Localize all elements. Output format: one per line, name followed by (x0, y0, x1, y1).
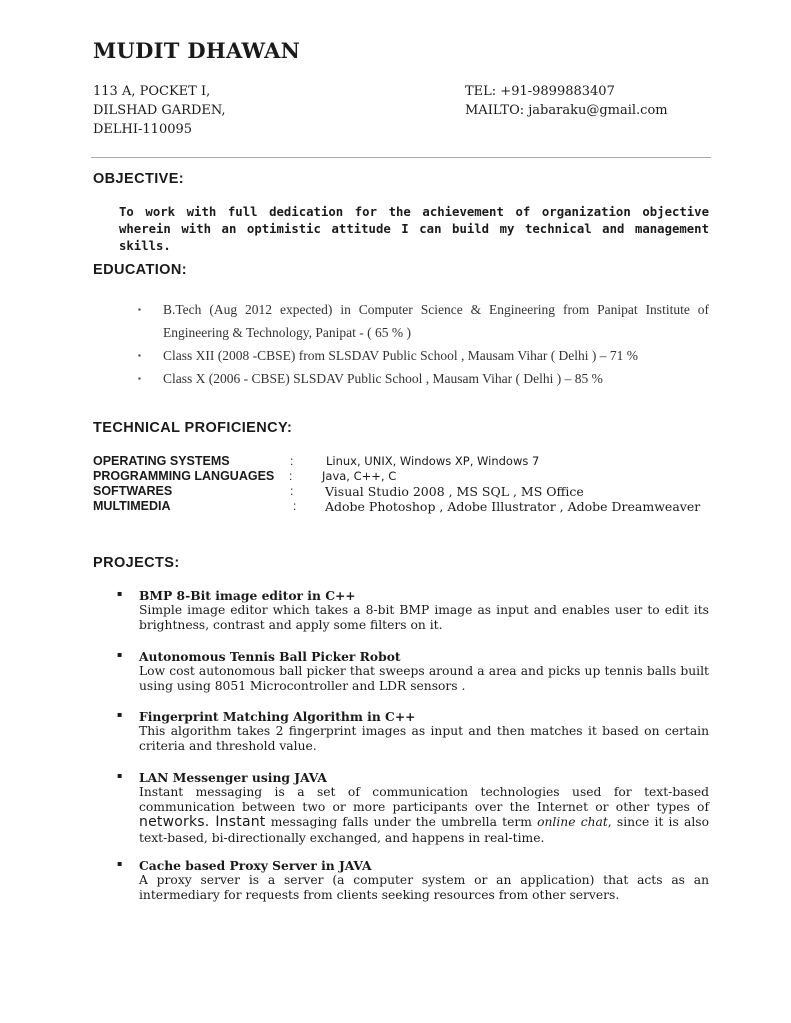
project-title: Autonomous Tennis Ball Picker Robot (139, 648, 401, 664)
project-title: BMP 8-Bit image editor in C++ (139, 588, 356, 603)
education-item-text: B.Tech (Aug 2012 expected) in Computer Science & Engineering from Panipat Institute of Engineering & Technology, Panipat - ( 65 % ) (163, 302, 709, 340)
tech-row-multimedia (93, 499, 733, 514)
header-divider (91, 157, 711, 158)
tech-row-os (93, 454, 733, 469)
project-item (117, 588, 709, 634)
education-item (138, 344, 709, 367)
tech-colon: : (293, 499, 297, 513)
tech-label: SOFTWARES (93, 484, 173, 498)
technical-table (93, 454, 733, 514)
tech-value: Adobe Photoshop , Adobe Illustrator , Adobe Dreamweaver (325, 499, 701, 514)
project-description: Low cost autonomous ball picker that sweeps around a area and picks up tennis balls built using using 8051 Microcontroller and LDR sensors . (139, 663, 709, 693)
bullet-icon: ▪ (117, 589, 123, 598)
tech-label: OPERATING SYSTEMS (93, 454, 230, 468)
phone-number: TEL: +91-9899883407 (465, 84, 615, 99)
address-line-2: DILSHAD GARDEN, (93, 103, 226, 118)
bullet-icon: ▪ (117, 710, 123, 720)
project-description: Simple image editor which takes a 8-bit BMP image as input and enables user to edit its brightness, contrast and apply some filters on it. (139, 603, 709, 633)
tech-value: Java, C++, C (322, 469, 397, 483)
tech-row-languages (93, 469, 733, 484)
tech-row-softwares (93, 484, 733, 499)
email-address: MAILTO: jabaraku@gmail.com (465, 103, 668, 118)
projects-list (117, 588, 709, 904)
tech-value: Linux, UNIX, Windows XP, Windows 7 (326, 454, 540, 468)
objective-heading: OBJECTIVE: (93, 171, 185, 187)
desc-part: messaging falls under the umbrella term (270, 815, 532, 830)
project-item (117, 858, 709, 904)
desc-part: , since it is also text-based, bi-directionally exchanged, and happens in real-time. (139, 815, 709, 845)
education-item-text: Class XII (2008 -CBSE) from SLSDAV Public School , Mausam Vihar ( Delhi ) – 71 % (163, 348, 639, 363)
address-line-1: 113 A, POCKET I, (93, 84, 211, 99)
bullet-icon: ▪ (117, 858, 123, 868)
tech-value: Visual Studio 2008 , MS SQL , MS Office (325, 484, 584, 499)
tech-colon: : (290, 454, 294, 468)
projects-heading: PROJECTS: (93, 555, 180, 571)
project-item (117, 649, 709, 695)
technical-heading: TECHNICAL PROFICIENCY: (93, 420, 293, 436)
tech-colon: : (290, 484, 294, 498)
objective-text: To work with full dedication for the achievement of organization objective wherein with an optimistic attitude I can build my technical and management skills. (119, 205, 709, 253)
bullet-icon: ▪ (117, 770, 123, 780)
project-description (139, 785, 709, 846)
project-description: This algorithm takes 2 fingerprint images as input and then matches it based on certain criteria and threshold value. (139, 724, 709, 754)
desc-part: networks. Instant (139, 814, 266, 831)
education-heading: EDUCATION: (93, 262, 187, 278)
contact-block (465, 82, 668, 120)
project-item (117, 709, 709, 755)
project-title: LAN Messenger using JAVA (139, 769, 327, 785)
education-item (138, 367, 709, 390)
education-item-text: Class X (2006 - CBSE) SLSDAV Public School , Mausam Vihar ( Delhi ) – 85 % (163, 371, 603, 386)
bullet-icon: ▪ (117, 649, 123, 659)
tech-colon: : (289, 469, 293, 483)
project-item (117, 770, 709, 846)
address-line-3: DELHI-110095 (93, 122, 193, 137)
project-title: Cache based Proxy Server in JAVA (139, 857, 372, 873)
tech-label: MULTIMEDIA (93, 499, 171, 513)
tech-label: PROGRAMMING LANGUAGES (93, 469, 275, 483)
desc-part-italic: online chat (537, 815, 608, 830)
candidate-name: MUDIT DHAWAN (93, 38, 301, 63)
address-block (93, 82, 226, 139)
education-item (138, 298, 709, 344)
education-list (138, 298, 709, 390)
desc-part: Instant messaging is a set of communication technologies used for text-based communication between two or more participants over the Internet or other types of (139, 784, 709, 815)
bullet-icon: ▪ (138, 374, 141, 383)
bullet-icon: ▪ (138, 351, 141, 360)
project-description: A proxy server is a server (a computer system or an application) that acts as an intermediary for requests from clients seeking resources from other servers. (139, 872, 709, 903)
project-title: Fingerprint Matching Algorithm in C++ (139, 709, 416, 725)
bullet-icon: ▪ (138, 305, 141, 314)
